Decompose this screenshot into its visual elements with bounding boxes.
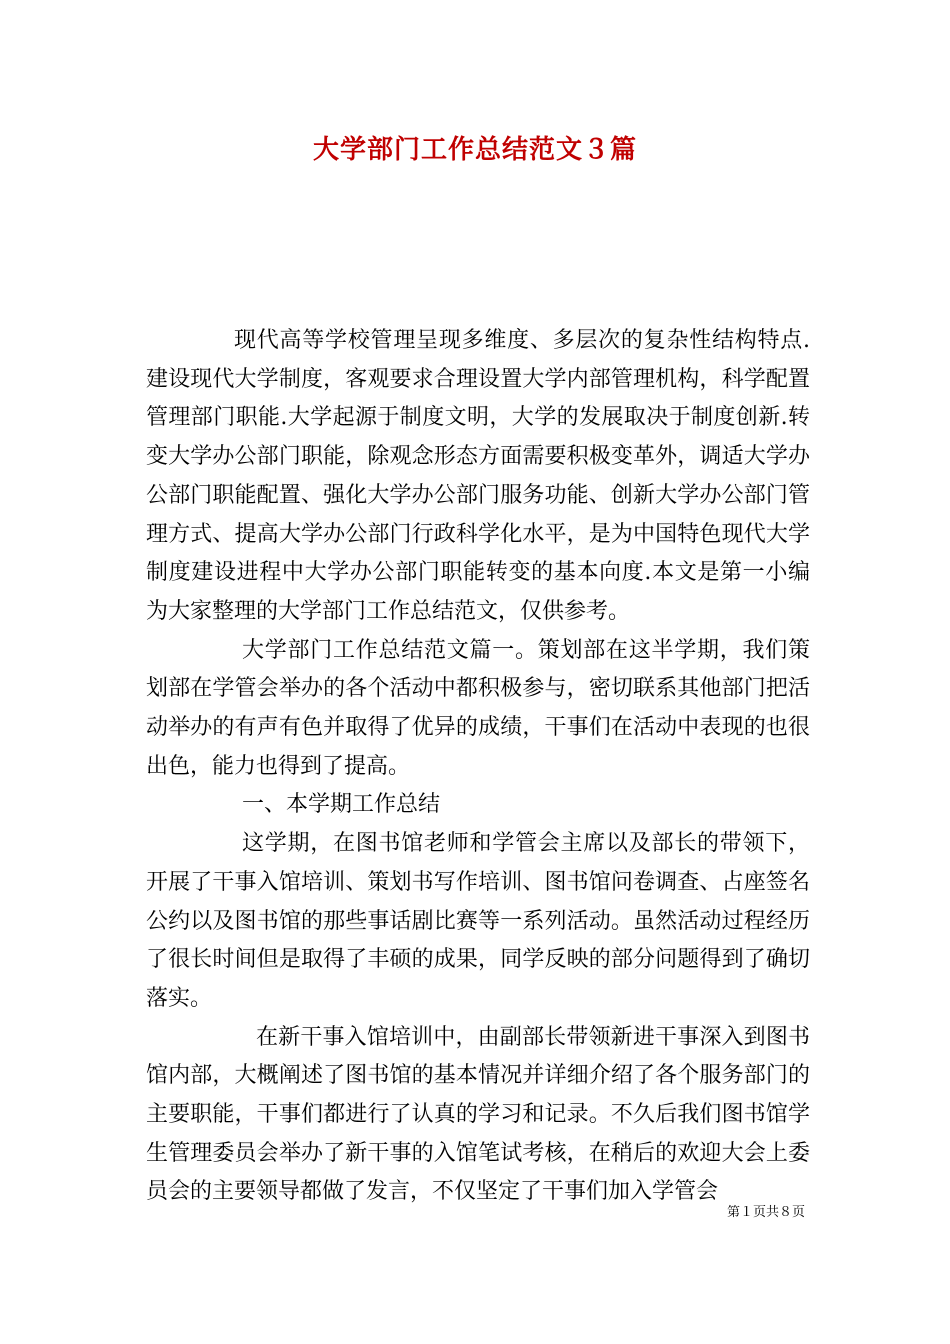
paragraph-section-one: 大学部门工作总结范文篇一。策划部在这半学期，我们策划部在学管会举办的各个活动中都积极参与，密切联系其他部门把活动举办的有声有色并取得了优异的成绩，干事们在活动中表现的也很出色，能力也得到了提高。 [146,637,810,779]
section-heading: 一、本学期工作总结 [242,792,441,818]
document-body [146,322,810,1212]
paragraph-training: 在新干事入馆培训中，由副部长带领新进干事深入到图书馆内部，大概阐述了图书馆的基本情况并详细介绍了各个服务部门的主要职能，干事们都进行了认真的学习和记录。不久后我们图书馆学生管理委员会举办了新干事的入馆笔试考核，在稍后的欢迎大会上委员会的主要领导都做了发言，不仅坚定了干事们加入学管会 [146,1024,810,1205]
paragraph-intro: 现代高等学校管理呈现多维度、多层次的复杂性结构特点.建设现代大学制度，客观要求合理设置大学内部管理机构，科学配置管理部门职能.大学起源于制度文明，大学的发展取决于制度创新.转变大学办公部门职能，除观念形态方面需要积极变革外，调适大学办公部门职能配置、强化大学办公部门服务功能、创新大学办公部门管理方式、提高大学办公部门行政科学化水平，是为中国特色现代大学制度建设进程中大学办公部门职能转变的基本向度.本文是第一小编为大家整理的大学部门工作总结范文，仅供参考。 [146,328,810,624]
paragraph-semester-summary: 这学期，在图书馆老师和学管会主席以及部长的带领下，开展了干事入馆培训、策划书写作培训、图书馆问卷调查、占座签名公约以及图书馆的那些事话剧比赛等一系列活动。虽然活动过程经历了很长时间但是取得了丰硕的成果，同学反映的部分问题得到了确切落实。 [146,831,810,1011]
document-title: 大学部门工作总结范文３篇 [312,135,637,165]
page-number: 第１页共８页 [726,1205,805,1220]
